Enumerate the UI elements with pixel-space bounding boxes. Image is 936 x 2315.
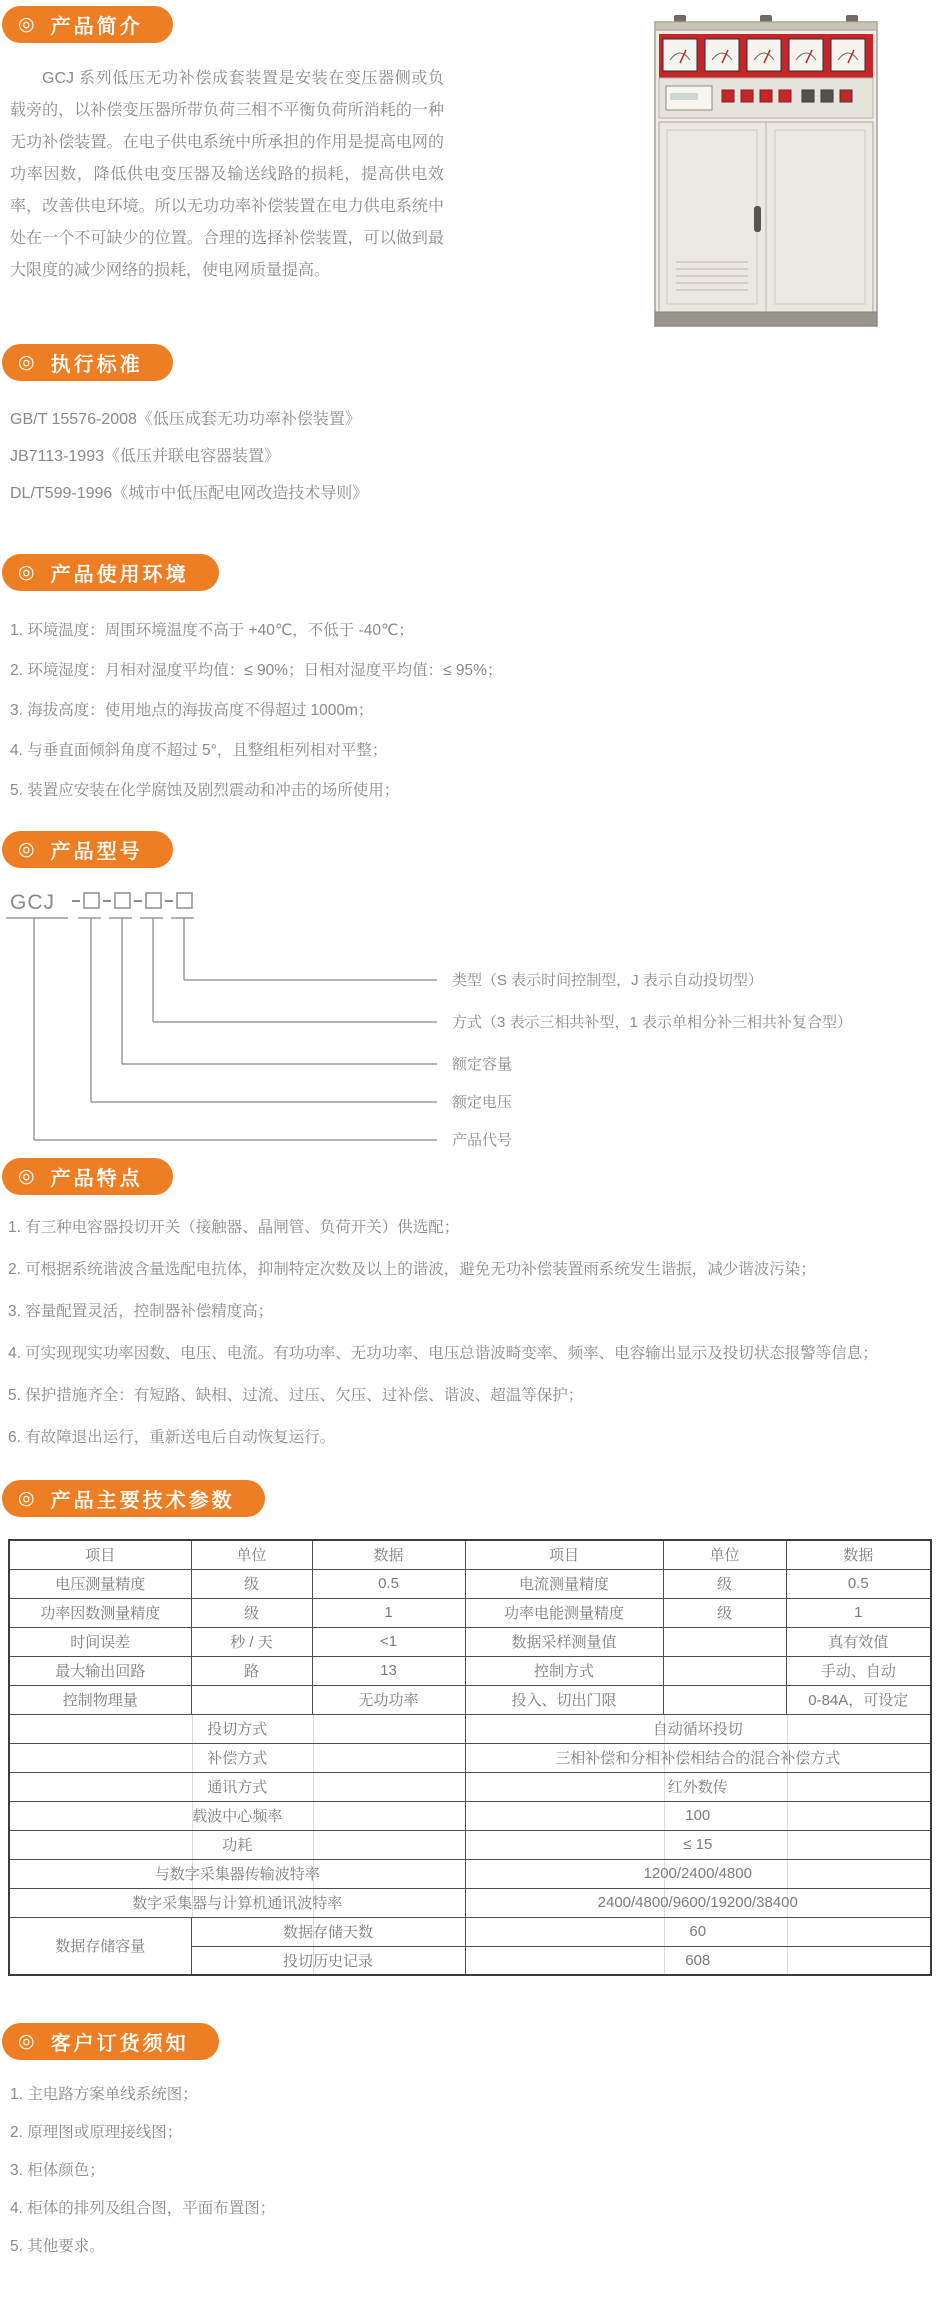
param-value-cell: 三相补偿和分相补偿相结合的混合补偿方式 (465, 1743, 931, 1772)
table-header-cell: 数据 (312, 1540, 465, 1569)
param-unit-cell (663, 1656, 786, 1685)
section-title-model: 产品型号 (50, 841, 143, 863)
section-standards (0, 344, 936, 512)
param-item-cell: 功率电能测量精度 (465, 1598, 663, 1627)
table-row (9, 1569, 931, 1598)
param-item-cell: 时间误差 (9, 1627, 191, 1656)
model-code-prefix: GCJ (10, 891, 55, 914)
section-title-parameters: 产品主要技术参数 (50, 1490, 235, 1512)
param-item-cell: 投切历史记录 (191, 1946, 465, 1975)
param-value-cell: 无功功率 (312, 1685, 465, 1714)
bullseye-icon: ◎ (18, 839, 35, 860)
ordering-item: 3. 柜体颜色； (10, 2162, 105, 2179)
standard-item: JB7113-1993《低压并联电容器装置》 (10, 448, 281, 465)
section-header-model (2, 831, 173, 868)
standard-item: GB/T 15576-2008《低压成套无功功率补偿装置》 (10, 411, 361, 428)
param-unit-cell: 级 (663, 1598, 786, 1627)
param-value-cell: 100 (465, 1801, 931, 1830)
param-value-cell: <1 (312, 1627, 465, 1656)
bullseye-icon: ◎ (18, 562, 35, 583)
param-value-cell: 13 (312, 1656, 465, 1685)
section-title-environment: 产品使用环境 (50, 564, 189, 586)
feature-item: 3. 容量配置灵活，控制器补偿精度高； (8, 1303, 274, 1320)
parameters-table (8, 1539, 932, 1976)
table-header-cell: 单位 (663, 1540, 786, 1569)
environment-item: 1. 环境温度：周围环境温度不高于 +40℃，不低于 -40℃； (10, 622, 414, 639)
bullseye-icon: ◎ (18, 352, 35, 373)
intro-paragraph: GCJ 系列低压无功补偿成套装置是安装在变压器侧或负载旁的，以补偿变压器所带负荷三相不平衡负荷所消耗的一种无功补偿装置。在电子供电系统中所承担的作用是提高电网的功率因数，降低供电变压器及输送线路的损耗，提高供电效率，改善供电环境。所以无功功率补偿装置在电力供电系统中处在一个不可缺少的位置。合理的选择补偿装置，可以做到最大限度的减少网络的损耗，使电网质量提高。 (10, 70, 444, 279)
table-row (9, 1743, 931, 1772)
section-environment (0, 554, 936, 811)
param-unit-cell (191, 1685, 312, 1714)
table-header-cell: 数据 (786, 1540, 931, 1569)
param-unit-cell (663, 1685, 786, 1714)
param-value-cell: 0-84A，可设定 (786, 1685, 931, 1714)
table-row (9, 1685, 931, 1714)
bullseye-icon: ◎ (18, 2031, 35, 2052)
table-header-cell: 单位 (191, 1540, 312, 1569)
param-value-cell: 真有效值 (786, 1627, 931, 1656)
param-item-cell: 功耗 (9, 1830, 465, 1859)
table-row (9, 1830, 931, 1859)
model-label: 方式（3 表示三相共补型，1 表示单相分补三相共补复合型） (452, 1014, 853, 1031)
feature-item: 2. 可根据系统谐波含量选配电抗体，抑制特定次数及以上的谐波，避免无功补偿装置雨系统发生谐振，减少谐波污染； (8, 1261, 816, 1278)
table-row (9, 1888, 931, 1917)
param-item-cell: 载波中心频率 (9, 1801, 465, 1830)
ordering-item: 5. 其他要求。 (10, 2238, 105, 2255)
ordering-item: 1. 主电路方案单线系统图； (10, 2086, 198, 2103)
product-cabinet-image (650, 10, 882, 342)
ordering-item: 4. 柜体的排列及组合图，平面布置图； (10, 2200, 276, 2217)
section-title-intro: 产品简介 (50, 16, 143, 38)
cabinet-illustration (650, 10, 882, 342)
table-row (9, 1656, 931, 1685)
param-value-cell: 1200/2400/4800 (465, 1859, 931, 1888)
model-label: 类型（S 表示时间控制型，J 表示自动投切型） (452, 972, 763, 989)
model-label: 额定电压 (452, 1094, 513, 1111)
section-header-intro (2, 6, 173, 43)
param-value-cell: 608 (465, 1946, 931, 1975)
features-list (8, 1213, 936, 1452)
section-ordering (0, 2023, 936, 2266)
param-item-cell: 控制物理量 (9, 1685, 191, 1714)
param-item-cell: 数据采样测量值 (465, 1627, 663, 1656)
table-header-cell: 项目 (9, 1540, 191, 1569)
param-item-cell: 控制方式 (465, 1656, 663, 1685)
model-structure-diagram (0, 882, 930, 1158)
section-parameters (0, 1480, 936, 1976)
param-unit-cell: 秒 / 天 (191, 1627, 312, 1656)
ordering-item: 2. 原理图或原理接线图； (10, 2124, 183, 2141)
model-label: 产品代号 (452, 1132, 513, 1149)
param-item-cell: 电压测量精度 (9, 1569, 191, 1598)
standards-list (10, 401, 936, 512)
section-header-features (2, 1158, 173, 1195)
section-header-parameters (2, 1480, 265, 1517)
model-label: 额定容量 (452, 1056, 513, 1073)
param-value-cell: 2400/4800/9600/19200/38400 (465, 1888, 931, 1917)
table-row (9, 1859, 931, 1888)
param-item-cell: 投切方式 (9, 1714, 465, 1743)
environment-item: 4. 与垂直面倾斜角度不超过 5°，且整组柜列相对平整； (10, 742, 388, 759)
standard-item: DL/T599-1996《城市中低压配电网改造技术导则》 (10, 485, 369, 502)
feature-item: 4. 可实现现实功率因数、电压、电流。有功功率、无功功率、电压总谐波畸变率、频率、电容输出显示及投切状态报警等信息； (8, 1345, 878, 1362)
table-header-row (9, 1540, 931, 1569)
param-unit-cell (663, 1627, 786, 1656)
param-group-cell: 数据存储容量 (9, 1917, 191, 1975)
param-item-cell: 补偿方式 (9, 1743, 465, 1772)
param-unit-cell: 级 (663, 1569, 786, 1598)
param-item-cell: 功率因数测量精度 (9, 1598, 191, 1627)
param-value-cell: 自动循坏投切 (465, 1714, 931, 1743)
table-row (9, 1627, 931, 1656)
param-value-cell: 0.5 (312, 1569, 465, 1598)
param-item-cell: 通讯方式 (9, 1772, 465, 1801)
param-item-cell: 数据存储天数 (191, 1917, 465, 1946)
param-unit-cell: 级 (191, 1569, 312, 1598)
param-value-cell: 60 (465, 1917, 931, 1946)
bullseye-icon: ◎ (18, 1488, 35, 1509)
ordering-list (10, 2076, 936, 2266)
environment-list (10, 611, 936, 811)
param-item-cell: 最大输出回路 (9, 1656, 191, 1685)
section-header-standards (2, 344, 173, 381)
table-row (9, 1598, 931, 1627)
feature-item: 5. 保护措施齐全：有短路、缺相、过流、过压、欠压、过补偿、谐波、超温等保护； (8, 1387, 584, 1404)
feature-item: 6. 有故障退出运行，重新送电后自动恢复运行。 (8, 1429, 336, 1446)
environment-item: 2. 环境湿度：月相对湿度平均值：≤ 90%；日相对湿度平均值：≤ 95%； (10, 662, 503, 679)
param-value-cell: 手动、自动 (786, 1656, 931, 1685)
param-item-cell: 与数字采集器传输波特率 (9, 1859, 465, 1888)
param-value-cell: 0.5 (786, 1569, 931, 1598)
table-row (9, 1772, 931, 1801)
section-title-features: 产品特点 (50, 1168, 143, 1190)
param-value-cell: 1 (786, 1598, 931, 1627)
param-value-cell: ≤ 15 (465, 1830, 931, 1859)
param-item-cell: 数字采集器与计算机通讯波特率 (9, 1888, 465, 1917)
section-title-standards: 执行标准 (50, 354, 143, 376)
table-header-cell: 项目 (465, 1540, 663, 1569)
environment-item: 5. 装置应安装在化学腐蚀及剧烈震动和冲击的场所使用； (10, 782, 400, 799)
param-unit-cell: 级 (191, 1598, 312, 1627)
environment-item: 3. 海拔高度：使用地点的海拔高度不得超过 1000m； (10, 702, 374, 719)
param-value-cell: 1 (312, 1598, 465, 1627)
param-unit-cell: 路 (191, 1656, 312, 1685)
param-item-cell: 电流测量精度 (465, 1569, 663, 1598)
section-features (0, 1158, 936, 1452)
feature-item: 1. 有三种电容器投切开关（接触器、晶闸管、负荷开关）供选配； (8, 1219, 460, 1236)
section-product-intro (0, 0, 936, 344)
section-header-environment (2, 554, 219, 591)
table-row (9, 1714, 931, 1743)
param-item-cell: 投入、切出门限 (465, 1685, 663, 1714)
table-row (9, 1917, 931, 1946)
table-row (9, 1801, 931, 1830)
bullseye-icon: ◎ (18, 1166, 35, 1187)
section-model (0, 831, 936, 1158)
section-title-ordering: 客户订货须知 (50, 2033, 189, 2055)
param-value-cell: 红外数传 (465, 1772, 931, 1801)
bullseye-icon: ◎ (18, 14, 35, 35)
section-header-ordering (2, 2023, 219, 2060)
